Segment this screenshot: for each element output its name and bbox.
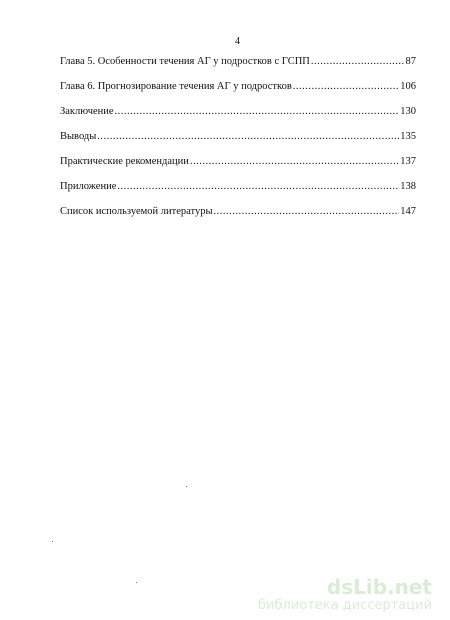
toc-entry-findings: [60, 131, 416, 156]
watermark-subtitle: библиотека диссертаций: [258, 598, 432, 613]
toc-entry-chapter-5: [60, 56, 416, 81]
scan-speck: [52, 541, 53, 542]
dot-leader: [117, 181, 399, 192]
toc-entry-recommendations: [60, 156, 416, 181]
toc-entry-chapter-6: [60, 81, 416, 106]
scan-speck: [186, 486, 187, 487]
toc-entry-title: Глава 5. Особенности течения АГ у подростков с ГСПП: [60, 56, 310, 67]
toc-entry-title: Глава 6. Прогнозирование течения АГ у подростков: [60, 81, 292, 92]
watermark: [258, 576, 432, 614]
toc-entry-page: 137: [400, 156, 416, 167]
toc-entry-title: Список используемой литературы: [60, 206, 213, 217]
toc-entry-appendix: [60, 181, 416, 206]
toc-entry-page: 138: [400, 181, 416, 192]
toc-entry-conclusion: [60, 106, 416, 131]
toc-entry-title: Приложение: [60, 181, 117, 192]
toc-entry-page: 147: [400, 206, 416, 217]
toc-entry-page: 135: [400, 131, 416, 142]
dot-leader: [214, 206, 400, 217]
toc-entry-references: [60, 206, 416, 231]
toc-entry-page: 106: [400, 81, 416, 92]
toc-entry-title: Заключение: [60, 106, 114, 117]
watermark-logo: dsLib.net: [326, 575, 432, 599]
dot-leader: [115, 106, 400, 117]
dot-leader: [190, 156, 399, 167]
dot-leader: [293, 81, 399, 92]
toc-entry-title: Выводы: [60, 131, 97, 142]
toc-entry-page: 130: [400, 106, 416, 117]
page-number: 4: [235, 36, 240, 47]
scan-speck: [136, 582, 137, 583]
dot-leader: [97, 131, 399, 142]
toc-entry-page: 87: [405, 56, 416, 67]
dot-leader: [311, 56, 405, 67]
toc-entry-title: Практические рекомендации: [60, 156, 189, 167]
table-of-contents: [60, 56, 416, 231]
